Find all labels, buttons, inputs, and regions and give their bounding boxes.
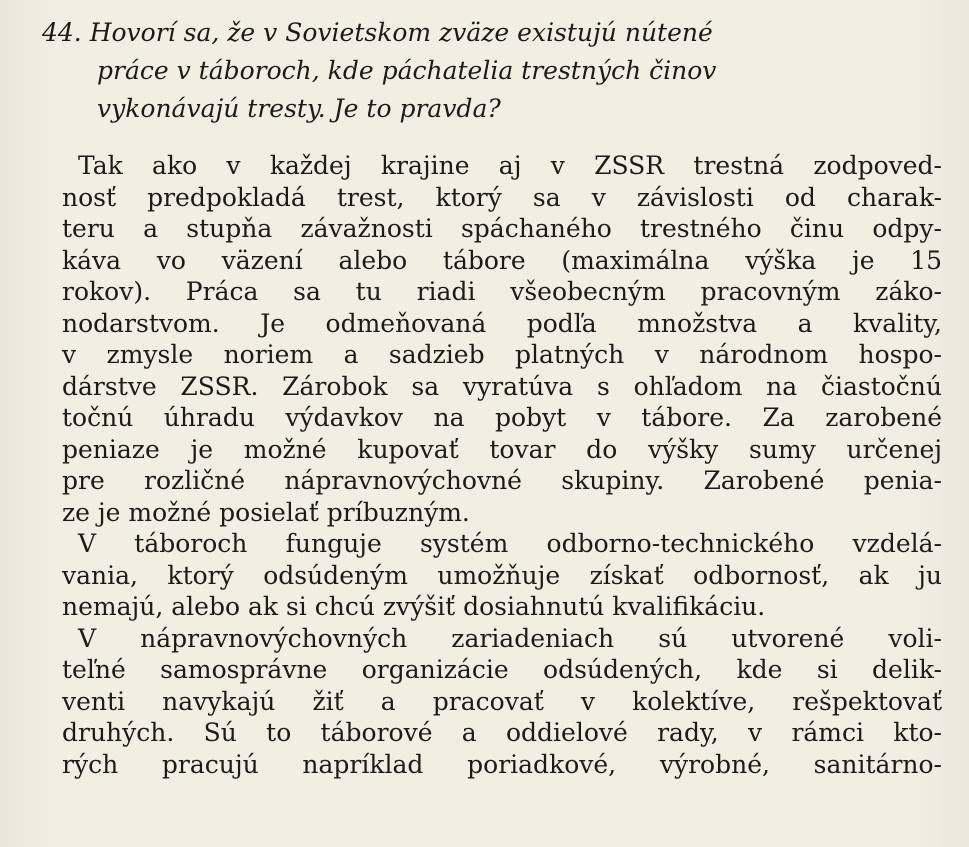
answer-p1-line-9: točnú úhradu výdavkov na pobyt v tábore. Za zarobené <box>62 403 942 432</box>
answer-p2-line-2: vania, ktorý odsúdeným umožňuje získať odbornosť, ak ju <box>62 560 942 590</box>
answer-p3-line-1: V nápravnovýchovných zariadeniach sú utvorené voli- <box>78 623 942 653</box>
answer-p1-line-3: teru a stupňa závažnosti spáchaného trestného činu odpy- <box>62 214 942 243</box>
answer-p1-line-10: peniaze je možné kupovať tovar do výšky sumy určenej <box>62 434 942 464</box>
answer-p1-line-8: dárstve ZSSR. Zárobok sa vyratúva s ohľadom na čiastočnú <box>62 371 942 401</box>
answer-p1-line-11: pre rozličné nápravnovýchovné skupiny. Zarobené penia- <box>62 466 942 495</box>
question-line-3: vykonávajú tresty. Je to pravda? <box>97 94 501 123</box>
answer-p1-line-12: ze je možné posielať príbuzným. <box>62 497 470 527</box>
answer-p1-line-6: nodarstvom. Je odmeňovaná podľa množstva a kvality, <box>62 308 942 338</box>
answer-p2-line-1: V táboroch funguje systém odborno-technického vzdelá- <box>78 529 942 558</box>
answer-p1-line-4: káva vo väzení alebo tábore (maximálna výška je 15 <box>62 245 942 275</box>
answer-p3-line-4: druhých. Sú to táborové a oddielové rady, v rámci kto- <box>62 718 942 747</box>
question-line-1: 44. Hovorí sa, že v Sovietskom zväze existujú nútené <box>42 18 713 47</box>
answer-p1-line-1: Tak ako v každej krajine aj v ZSSR trestná zodpoved- <box>78 151 942 180</box>
answer-p1-line-5: rokov). Práca sa tu riadi všeobecným pracovným záko- <box>62 277 942 306</box>
answer-p3-line-3: venti navykajú žiť a pracovať v kolektíve, rešpektovať <box>62 686 942 716</box>
answer-p3-line-5: rých pracujú napríklad poriadkové, výrobné, sanitárno- <box>62 749 942 779</box>
answer-p3-line-2: teľné samosprávne organizácie odsúdených, kde si delik- <box>62 655 942 684</box>
answer-p2-line-3: nemajú, alebo ak si chcú zvýšiť dosiahnutú kvalifikáciu. <box>62 592 766 621</box>
answer-p1-line-2: nosť predpokladá trest, ktorý sa v závislosti od charak- <box>62 182 942 212</box>
answer-p1-line-7: v zmysle noriem a sadzieb platných v národnom hospo- <box>62 340 942 369</box>
question-line-2: práce v táboroch, kde páchatelia trestných činov <box>97 56 717 85</box>
answer-body <box>62 150 942 780</box>
question-heading <box>42 14 942 128</box>
